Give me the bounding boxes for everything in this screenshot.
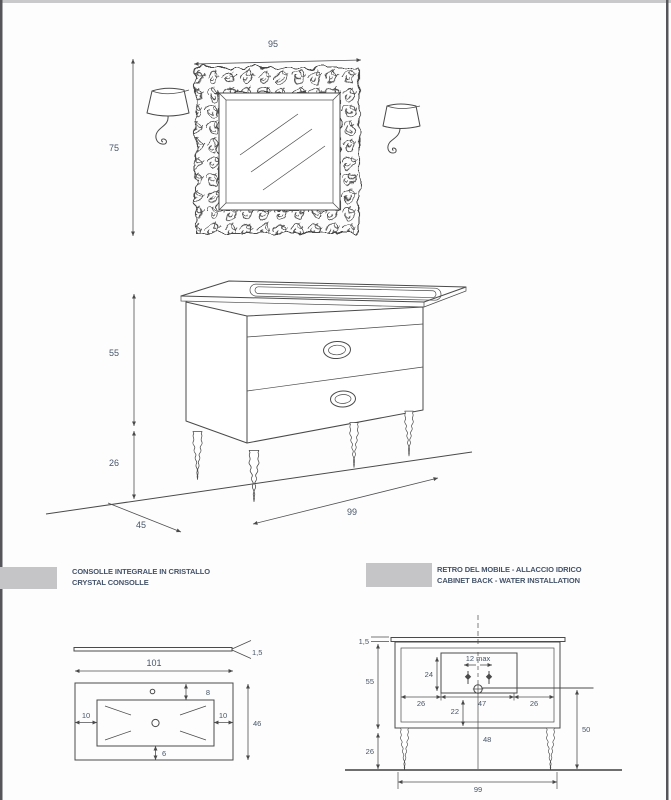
mirror-height-label: 75	[108, 143, 120, 153]
drain-hole	[152, 719, 159, 726]
back-title-it: RETRO DEL MOBILE - ALLACCIO IDRICO	[437, 565, 582, 574]
leg-front-right	[350, 423, 359, 468]
cabinet-height-label: 55	[108, 348, 120, 358]
drop-label: 22	[450, 707, 459, 716]
leg-front-left	[249, 450, 259, 501]
right-margin-label: 10	[218, 711, 228, 720]
opening-height-dimension	[425, 657, 437, 691]
console-length-dimension	[75, 658, 233, 671]
mirror-height-dimension	[109, 59, 133, 236]
cabinet-height-dimension	[109, 294, 134, 426]
back-header	[437, 564, 582, 586]
console-header-swatch	[0, 567, 57, 589]
console-side-view	[74, 641, 262, 659]
back-leg-dimension	[366, 733, 378, 769]
water-height-dimension	[577, 690, 590, 769]
console-thickness-label: 1,5	[252, 648, 263, 657]
glass-thickness-label: 1,5	[358, 637, 369, 646]
back-leg-left	[400, 728, 408, 770]
ornate-mirror	[196, 68, 359, 233]
console-title-it: CONSOLLE INTEGRALE IN CRISTALLO	[72, 567, 211, 576]
mirror-width-dimension	[194, 39, 361, 64]
glass-thickness-dimension	[359, 637, 389, 646]
water-height-label: 50	[582, 725, 591, 734]
cabinet-body	[186, 302, 423, 443]
wall-lamp-left	[147, 88, 189, 144]
back-leg-label: 26	[365, 747, 374, 756]
mirror-view	[109, 39, 420, 236]
left-border	[0, 0, 3, 800]
back-height-dimension	[366, 644, 378, 729]
cabinet-back-view	[345, 615, 622, 794]
mirror-width-label: 95	[267, 39, 279, 49]
leg-back-right	[405, 411, 414, 456]
back-header-swatch	[366, 563, 432, 587]
back-leg-right	[546, 728, 554, 770]
wall-lamp-right	[383, 104, 420, 153]
drain-line-label: 48	[483, 735, 492, 744]
base-width-label: 99	[473, 785, 483, 794]
leg-back-left	[193, 432, 202, 480]
cabinet-width-label: 99	[346, 507, 358, 517]
cabinet-depth-label: 45	[135, 520, 147, 530]
console-title-en: CRYSTAL CONSOLLE	[72, 578, 149, 587]
faucet-hole	[150, 689, 155, 694]
countertop	[181, 281, 466, 307]
base-width-dimension	[398, 772, 557, 794]
back-height-label: 55	[365, 677, 374, 686]
opening-height-label: 24	[424, 670, 433, 679]
console-depth-dimension	[248, 684, 261, 760]
console-length-label: 101	[146, 658, 162, 668]
right-margin-dimension	[214, 711, 233, 723]
back-left-margin-label: 26	[416, 699, 426, 708]
console-depth-label: 46	[253, 719, 262, 728]
console-header	[72, 566, 210, 588]
cabinet-leg-label: 26	[108, 458, 120, 468]
cabinet-depth-dimension	[108, 503, 181, 532]
back-right-margin-label: 26	[529, 699, 539, 708]
back-right-margin-dimension	[514, 697, 554, 708]
back-center-width-dimension	[441, 694, 514, 709]
right-border	[666, 0, 669, 800]
left-margin-label: 10	[81, 711, 91, 720]
cabinet-width-dimension	[253, 478, 438, 524]
back-left-margin-dimension	[401, 697, 441, 708]
left-margin-dimension	[75, 711, 97, 723]
front-margin-dimension	[156, 746, 167, 760]
vanity-perspective-view	[46, 281, 472, 532]
valve-right	[486, 671, 492, 684]
top-band	[0, 0, 671, 3]
back-title-en: CABINET BACK - WATER INSTALLATION	[437, 576, 580, 585]
tap-offset-dimension	[186, 684, 210, 700]
front-margin-label: 6	[162, 749, 167, 758]
cabinet-leg-dimension	[109, 431, 134, 499]
valve-left	[465, 671, 471, 684]
hose-label: 12 max	[465, 654, 491, 663]
hose-dimension	[464, 654, 492, 665]
back-center-width-label: 47	[477, 699, 487, 708]
tap-offset-label: 8	[205, 688, 211, 697]
console-views	[74, 641, 262, 761]
